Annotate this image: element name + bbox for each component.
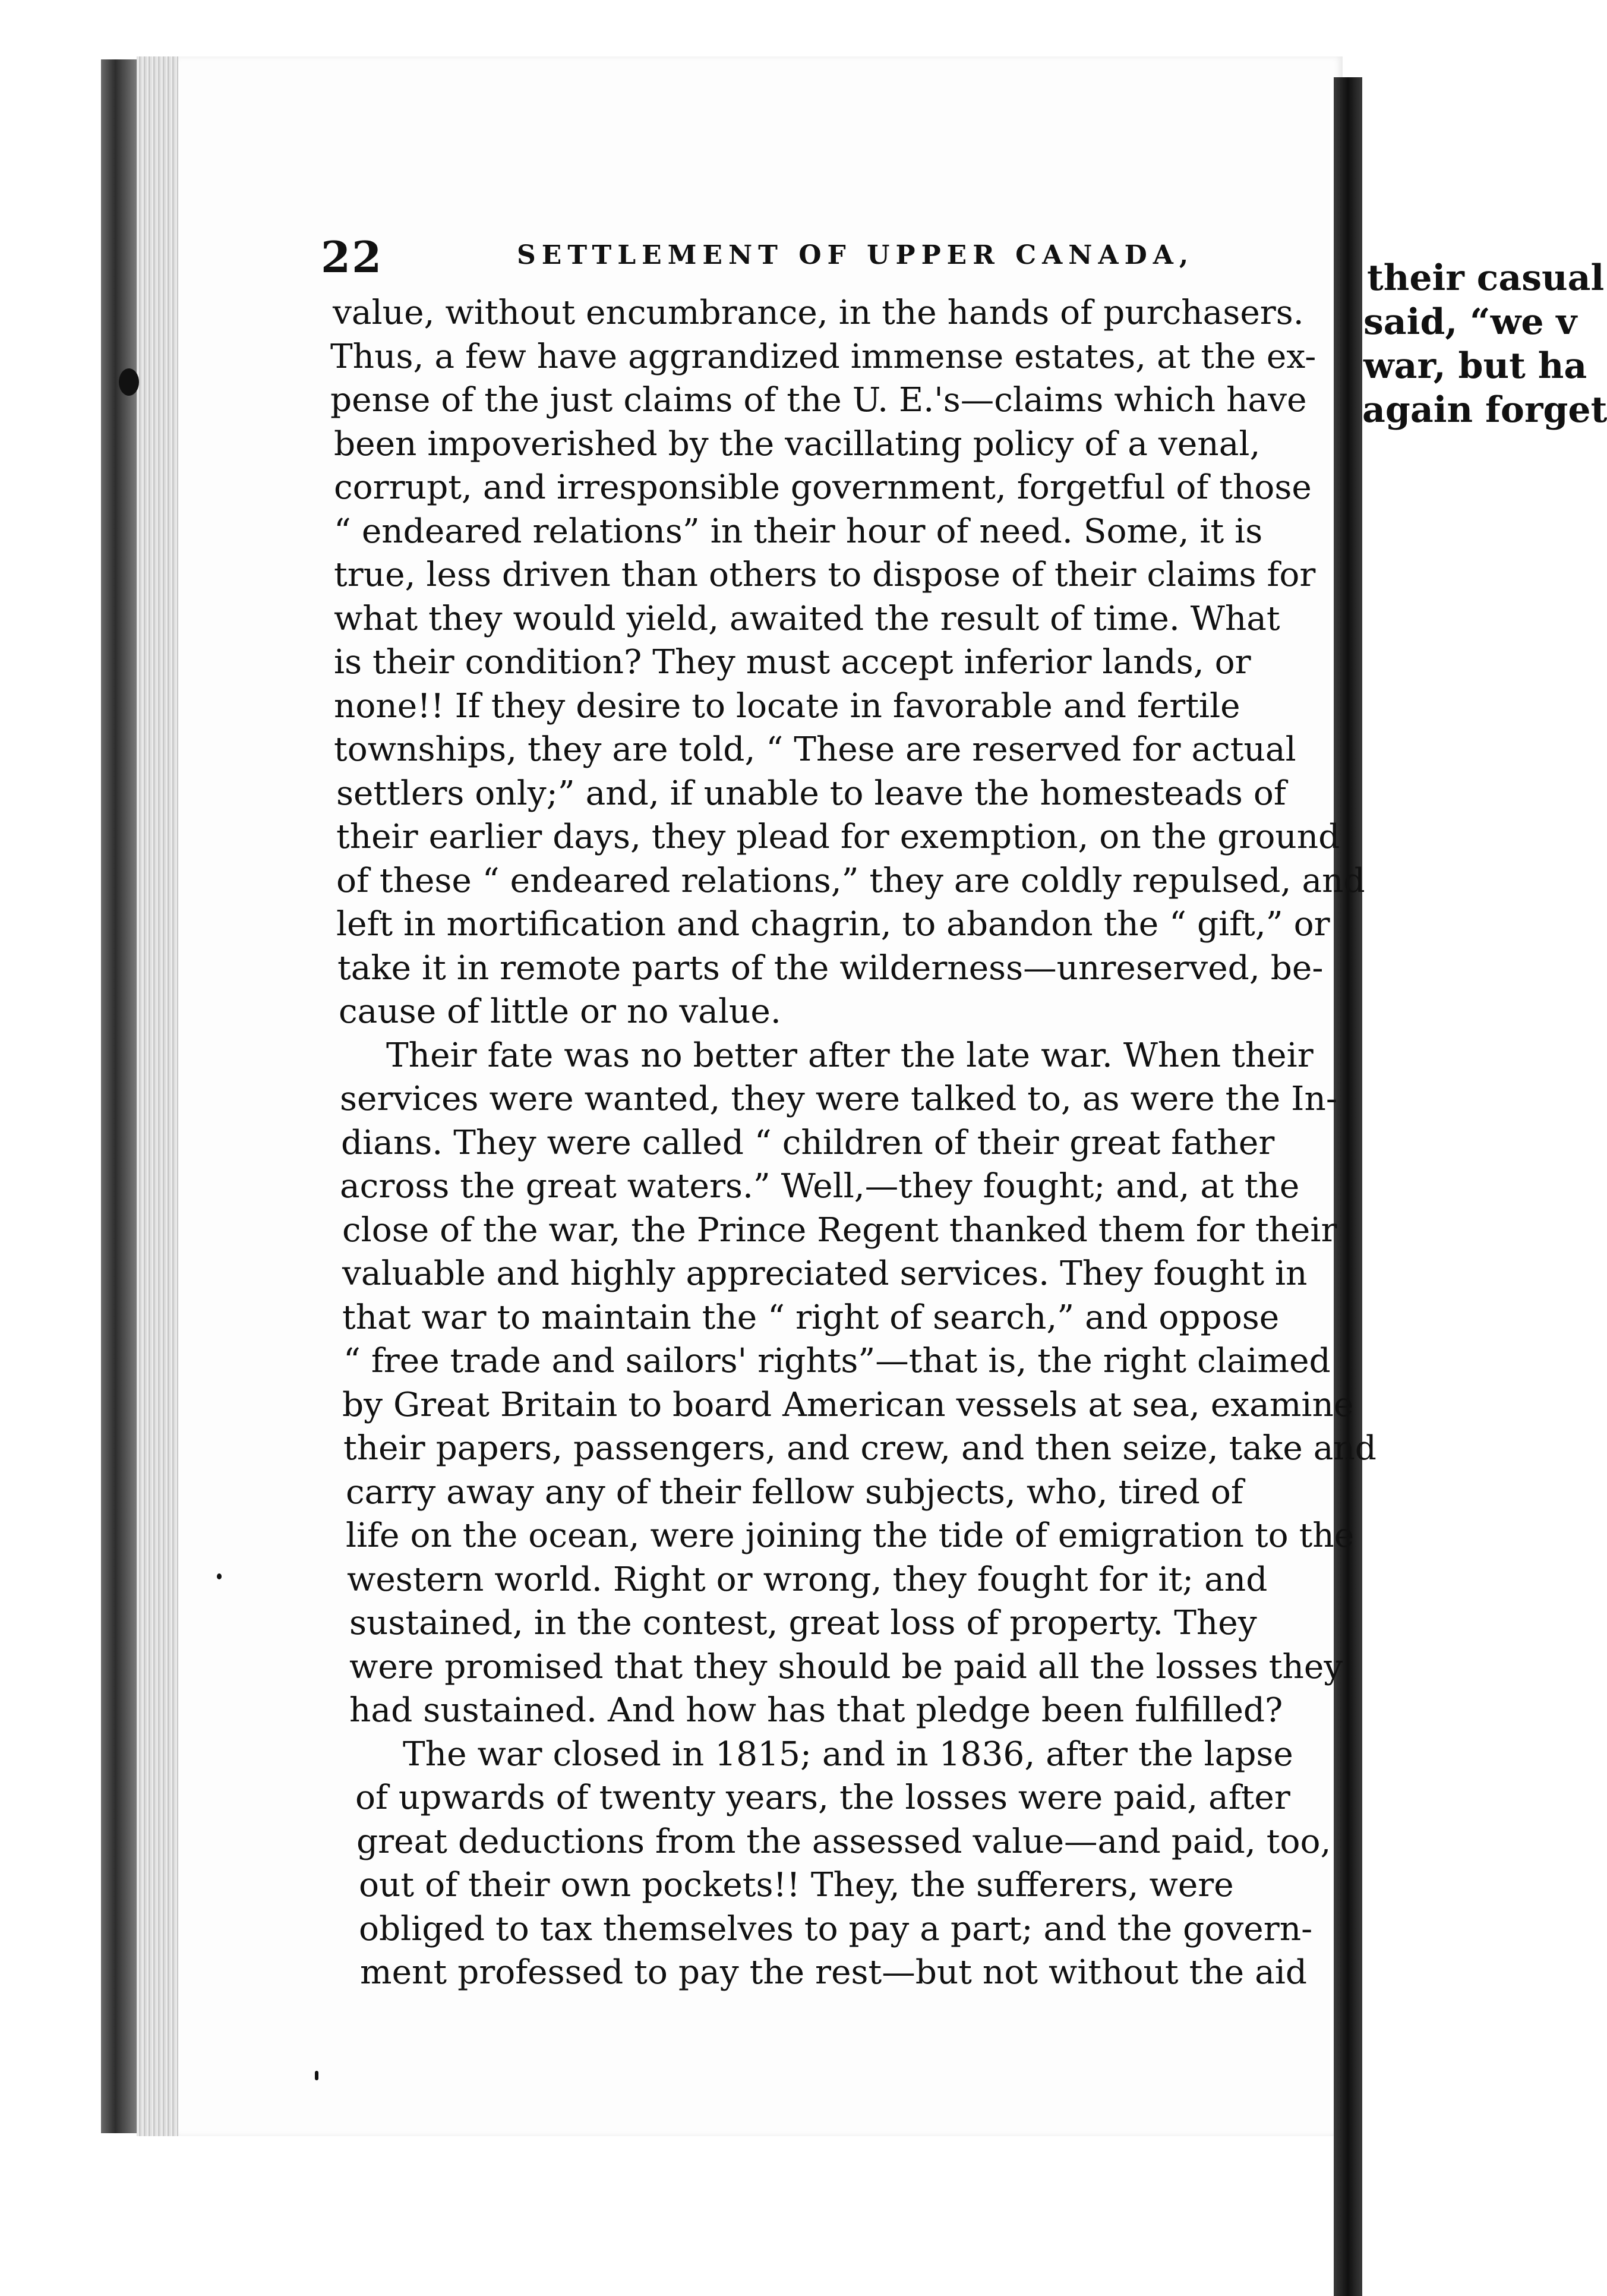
ink-speck [315,2071,318,2080]
text-line: valuable and highly appreciated services. They fought in [342,1254,1308,1293]
text-line: “ free trade and sailors' rights”—that is, the right claimed [343,1342,1331,1380]
text-line: townships, they are told, “ These are reserved for actual [334,730,1296,769]
text-line: corrupt, and irresponsible government, forgetful of those [334,468,1312,507]
text-line: pense of the just claims of the U. E.'s—claims which have [330,381,1307,420]
text-line: were promised that they should be paid all the losses they [349,1647,1343,1686]
text-line: is their condition? They must accept inferior lands, or [334,643,1251,682]
text-line: value, without encumbrance, in the hands of purchasers. [333,294,1304,332]
text-line: settlers only;” and, if unable to leave the homesteads of [336,774,1286,813]
facing-page-line: said, “we v [1363,301,1577,343]
facing-page-line: their casual [1367,257,1605,299]
running-head-title: SETTLEMENT OF UPPER CANADA, [517,240,1195,270]
text-line: of upwards of twenty years, the losses were paid, after [355,1778,1290,1817]
text-line: sustained, in the contest, great loss of property. They [349,1604,1257,1642]
text-line: “ endeared relations” in their hour of need. Some, it is [334,512,1263,551]
text-line: ment professed to pay the rest—but not without the aid [360,1953,1308,1992]
ink-blot [119,368,139,396]
page-edges [137,56,178,2136]
text-line: The war closed in 1815; and in 1836, after the lapse [403,1734,1293,1774]
text-line: life on the ocean, were joining the tide of emigration to the [346,1516,1355,1555]
ink-speck [217,1573,222,1579]
text-line: out of their own pockets!! They, the sufferers, were [359,1866,1234,1904]
text-line: Thus, a few have aggrandized immense estates, at the ex- [330,337,1316,376]
text-line: services were wanted, they were talked to, as were the In- [340,1080,1337,1118]
text-line: dians. They were called “ children of their great father [341,1123,1275,1162]
text-line: had sustained. And how has that pledge been fulfilled? [349,1691,1283,1730]
text-line: true, less driven than others to dispose of their claims for [334,556,1316,594]
text-line: obliged to tax themselves to pay a part; and the govern- [359,1909,1313,1948]
text-line: left in mortification and chagrin, to abandon the “ gift,” or [336,905,1330,944]
text-line: across the great waters.” Well,—they fought; and, at the [340,1167,1300,1206]
text-line: what they would yield, awaited the result of time. What [334,599,1280,638]
facing-page-fragment [1362,59,1607,2296]
text-line: none!! If they desire to locate in favorable and fertile [334,686,1240,726]
text-line: close of the war, the Prince Regent thanked them for their [342,1210,1337,1250]
text-line: great deductions from the assessed value—and paid, too, [356,1822,1331,1861]
text-line: that war to maintain the “ right of search,” and oppose [342,1298,1280,1337]
running-header [321,232,1331,285]
text-line: of these “ endeared relations,” they are coldly repulsed, and [336,861,1365,900]
text-line: been impoverished by the vacillating policy of a venal, [334,424,1261,463]
text-line: take it in remote parts of the wilderness—unreserved, be- [337,948,1324,988]
text-line: cause of little or no value. [339,992,781,1031]
text-line: western world. Right or wrong, they fought for it; and [347,1560,1268,1599]
page-number: 22 [321,232,383,282]
text-line: by Great Britain to board American vessels at sea, examine [342,1385,1354,1424]
text-line: their papers, passengers, and crew, and then seize, take and [343,1429,1376,1468]
facing-page-line: again forget [1362,389,1607,431]
facing-page-line: war, but ha [1363,345,1587,387]
text-line: their earlier days, they plead for exemption, on the ground [336,818,1340,856]
text-line: Their fate was no better after the late war. When their [386,1036,1314,1075]
body-text [330,291,1376,2014]
text-line: carry away any of their fellow subjects, who, tired of [346,1472,1243,1512]
